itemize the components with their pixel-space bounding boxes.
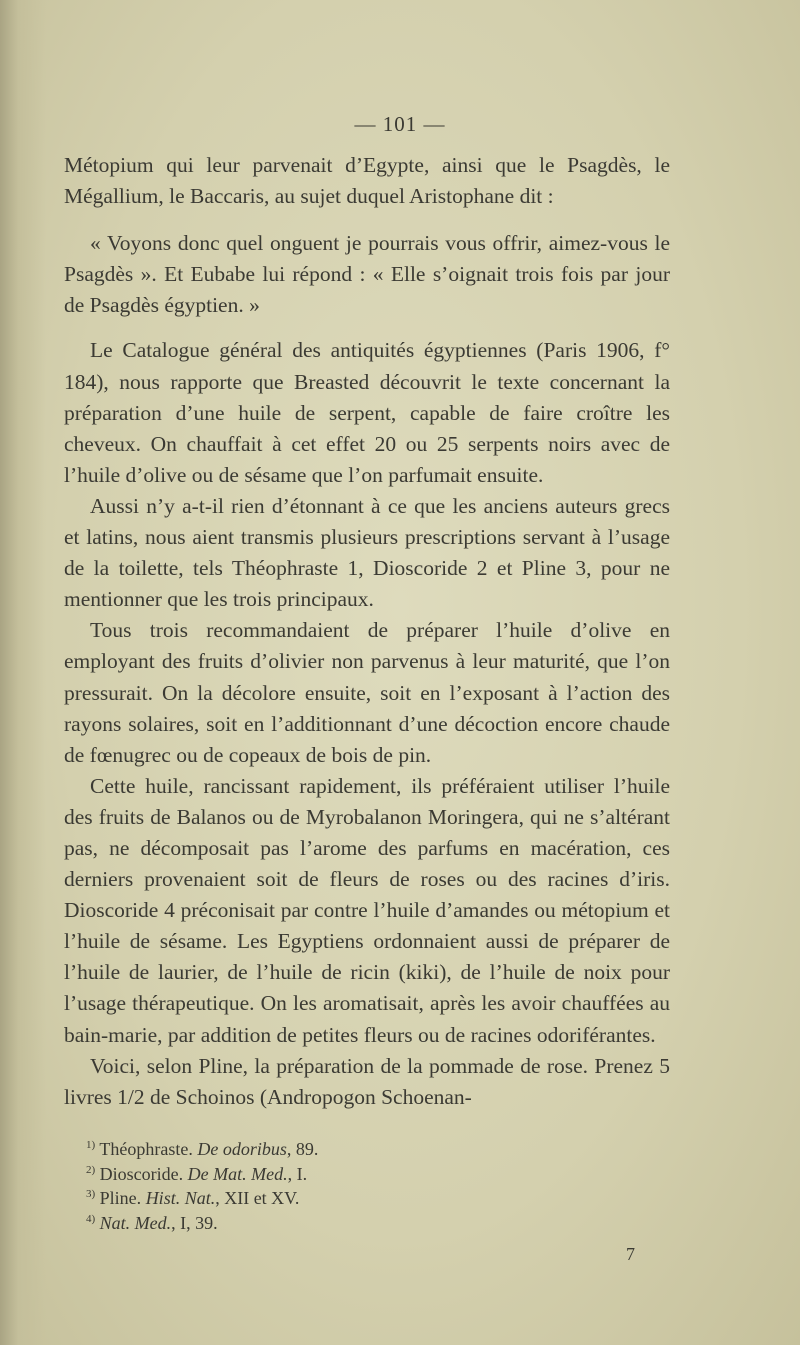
body-text [64,150,670,1113]
paragraph-7: Voici, selon Pline, la préparation de la pommade de rose. Prenez 5 livres 1/2 de Schoinos (Andropogon Schoenan- [64,1053,670,1109]
footnote-text: Dioscoride. [99,1163,188,1184]
footnote-mark: 3) [86,1188,96,1201]
footnote-title: Hist. Nat. [145,1188,216,1209]
footnote-rest: , XII et XV. [215,1188,300,1209]
footnote-3 [86,1186,646,1211]
footnote-title: De Mat. Med. [187,1163,288,1184]
footnote-mark: 4) [86,1212,96,1225]
footnotes [86,1137,646,1235]
binding-shadow [0,0,46,1345]
footnote-rest: , I. [287,1163,308,1184]
footnote-2 [86,1162,646,1187]
footnote-mark: 2) [86,1163,96,1176]
page-number: — 101 — [354,112,446,136]
paragraph-1: Métopium qui leur parvenait d’Egypte, ainsi que le Psagdès, le Mégallium, le Baccaris, au sujet duquel Aristophane dit : [64,153,670,209]
footnote-rest: , I, 39. [171,1212,218,1233]
paragraph-3: Le Catalogue général des antiquités égyptiennes (Paris 1906, f° 184), nous rapporte que Breasted découvrit le texte concernant la préparation d’une huile de serpent, capable de faire croître les cheveux. On chauffait à cet effet 20 ou 25 serpents noirs avec de l’huile d’olive ou de sésame que l’on parfumait ensuite. [64,338,670,487]
footnote-rest: , 89. [286,1139,319,1159]
paragraph-2: « Voyons donc quel onguent je pourrais vous offrir, aimez-vous le Psagdès ». Et Eubabe lui répond : « Elle s’oignait trois fois par jour de Psagdès égyptien. » [64,231,670,318]
footnote-title: De odoribus [197,1139,287,1159]
footnote-text: Pline. [99,1188,146,1209]
footnote-text: Théophraste. [99,1139,198,1159]
footnote-4 [86,1211,646,1236]
paragraph-4: Aussi n’y a-t-il rien d’étonnant à ce que les anciens auteurs grecs et latins, nous aient transmis plusieurs prescriptions servant à l’usage de la toilette, tels Théophraste 1, Dioscoride 2 et Pline 3, pour ne mentionner que les trois principaux. [64,493,670,612]
paragraph-6: Cette huile, rancissant rapidement, ils préféraient utiliser l’huile des fruits de Balanos ou de Myrobalanon Moringera, qui ne s’altérant pas, ne décomposait pas l’arome des parfums en macération, ces derniers provenaient soit de fleurs de roses ou des racines d’iris. Dioscoride 4 préconisait par contre l’huile d’amandes ou métopium et l’huile de sésame. Les Egyptiens ordonnaient aussi de préparer de l’huile de laurier, de l’huile de ricin (kiki), de l’huile de noix pour l’usage thérapeutique. On les aromatisait, après les avoir chauffées au bain-marie, par addition de petites fleurs ou de racines odoriférantes. [64,773,670,1047]
signature-mark: 7 [626,1244,635,1264]
footnote-title: Nat. Med. [99,1212,172,1233]
paragraph-5: Tous trois recommandaient de préparer l’huile d’olive en employant des fruits d’olivier non parvenus à leur maturité, que l’on pressurait. On la décolore ensuite, soit en l’exposant à l’action des rayons solaires, soit en l’additionnant d’une décoction encore chaude de fœnugrec ou de copeaux de bois de pin. [64,618,670,767]
footnote-1 [86,1137,646,1162]
footnote-mark: 1) [86,1139,96,1151]
